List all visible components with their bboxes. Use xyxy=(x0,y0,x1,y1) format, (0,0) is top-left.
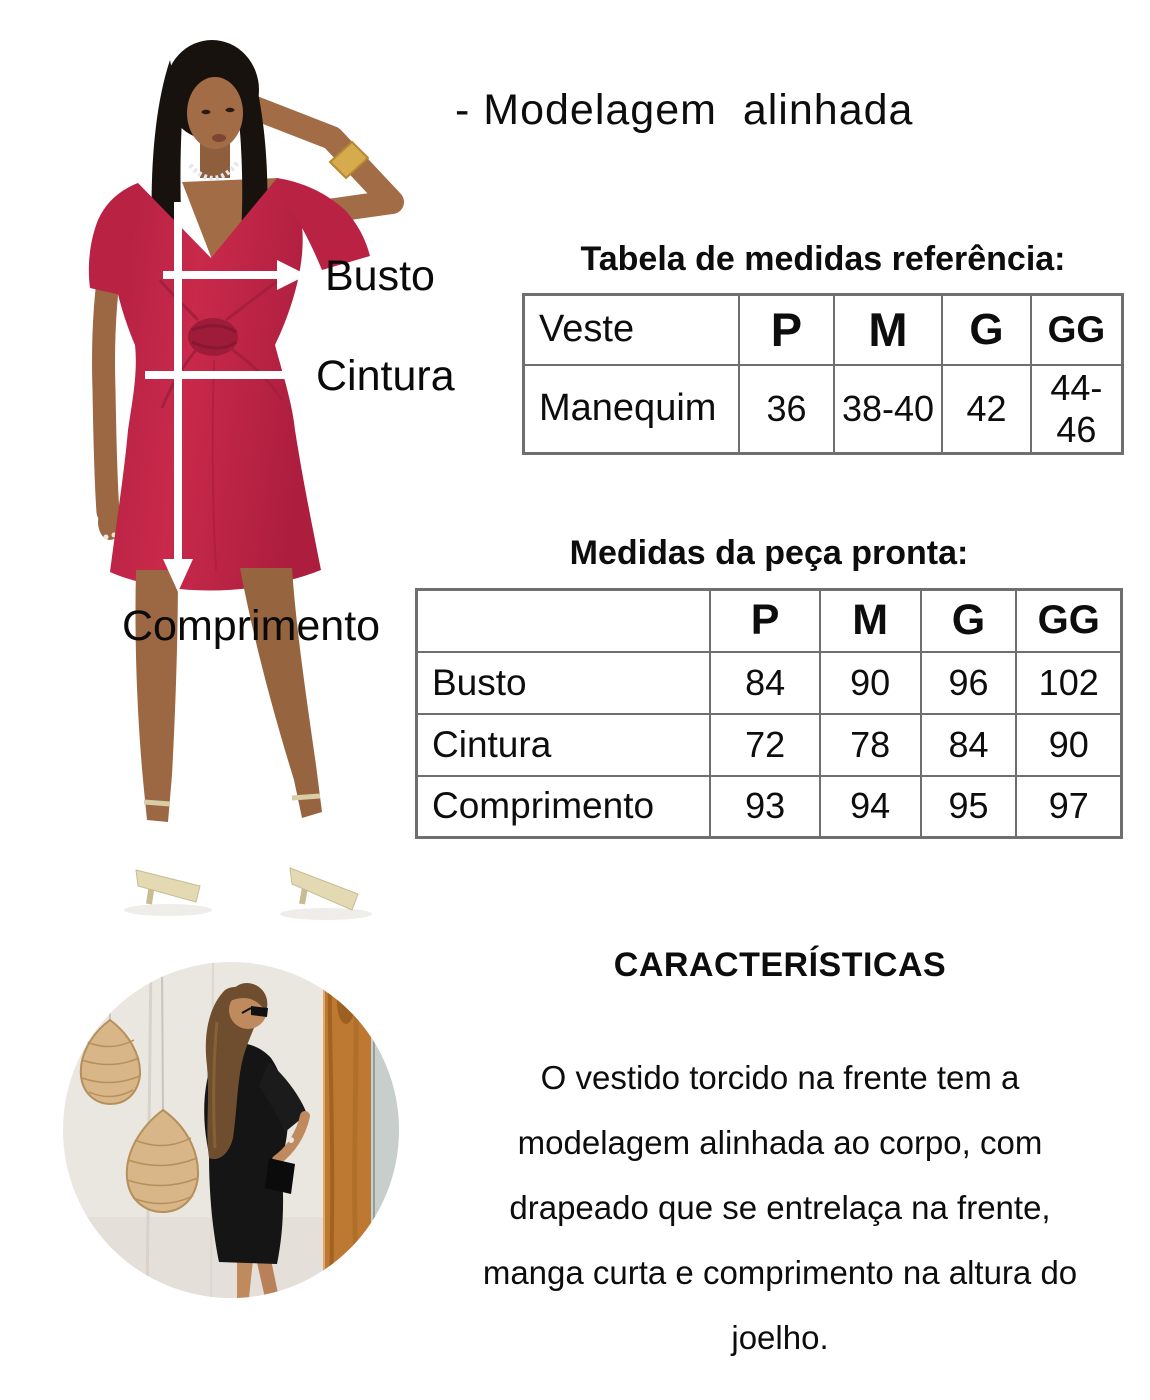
size-header-m: M xyxy=(820,590,921,652)
sandal-strap xyxy=(292,796,320,798)
row-label-busto: Busto xyxy=(417,652,711,714)
cintura-value-m: 78 xyxy=(820,714,921,776)
paragraph-line: drapeado que se entrelaça na frente, xyxy=(509,1189,1051,1226)
sandal xyxy=(136,870,200,902)
characteristics-title: CARACTERÍSTICAS xyxy=(613,946,947,984)
empty-corner-cell xyxy=(417,590,711,652)
size-header-g: G xyxy=(921,590,1017,652)
table-row xyxy=(417,776,1122,838)
characteristics-paragraph xyxy=(420,1045,1140,1370)
table-row xyxy=(417,590,1122,652)
headline: - Modelagem alinhada xyxy=(455,86,914,134)
cintura-value-g: 84 xyxy=(921,714,1017,776)
busto-value-gg: 102 xyxy=(1016,652,1121,714)
reference-size-table xyxy=(522,293,1124,455)
black-clutch xyxy=(265,1158,295,1194)
manequim-value-m: 38-40 xyxy=(834,365,942,454)
length-label: Comprimento xyxy=(122,602,381,650)
sandal-strap xyxy=(144,802,170,804)
detail-photo-circle xyxy=(63,962,399,1298)
sandal xyxy=(290,868,358,910)
size-header-p: P xyxy=(739,295,834,365)
manequim-value-p: 36 xyxy=(739,365,834,454)
row-label-comprimento: Comprimento xyxy=(417,776,711,838)
manequim-value-gg: 44-46 xyxy=(1031,365,1123,454)
busto-value-g: 96 xyxy=(921,652,1017,714)
table-row xyxy=(417,714,1122,776)
comprimento-value-m: 94 xyxy=(820,776,921,838)
busto-value-m: 90 xyxy=(820,652,921,714)
floor-shadow xyxy=(124,904,212,916)
row-label-manequim: Manequim xyxy=(524,365,740,454)
table-row xyxy=(417,652,1122,714)
garment-table-title: Medidas da peça pronta: xyxy=(569,534,969,572)
reference-table-title: Tabela de medidas referência: xyxy=(580,240,1066,278)
size-header-gg: GG xyxy=(1016,590,1121,652)
detail-photo-illustration xyxy=(63,962,399,1298)
table-row xyxy=(524,295,1123,365)
size-header-m: M xyxy=(834,295,942,365)
row-header-veste: Veste xyxy=(524,295,740,365)
size-header-gg: GG xyxy=(1031,295,1123,365)
cintura-value-gg: 90 xyxy=(1016,714,1121,776)
size-header-g: G xyxy=(942,295,1031,365)
paragraph-line: joelho. xyxy=(731,1319,829,1356)
lamp-cord xyxy=(109,962,110,1022)
busto-value-p: 84 xyxy=(710,652,819,714)
table-row xyxy=(524,365,1123,454)
model-photo xyxy=(40,30,470,920)
comprimento-value-g: 95 xyxy=(921,776,1017,838)
paragraph-line: manga curta e comprimento na altura do xyxy=(482,1254,1078,1291)
floor-shadow xyxy=(280,908,372,920)
size-header-p: P xyxy=(710,590,819,652)
cintura-value-p: 72 xyxy=(710,714,819,776)
manequim-value-g: 42 xyxy=(942,365,1031,454)
paragraph-line: O vestido torcido na frente tem a xyxy=(540,1059,1020,1096)
garment-measure-table xyxy=(415,588,1123,839)
lamp-cord xyxy=(162,962,163,1112)
mirror-strip xyxy=(371,962,399,1298)
paragraph-line: modelagem alinhada ao corpo, com xyxy=(517,1124,1043,1161)
model-illustration xyxy=(40,30,470,920)
bust-label: Busto xyxy=(325,252,435,300)
comprimento-value-gg: 97 xyxy=(1016,776,1121,838)
row-label-cintura: Cintura xyxy=(417,714,711,776)
bracelet xyxy=(288,1137,294,1143)
waist-label: Cintura xyxy=(316,352,455,400)
comprimento-value-p: 93 xyxy=(710,776,819,838)
